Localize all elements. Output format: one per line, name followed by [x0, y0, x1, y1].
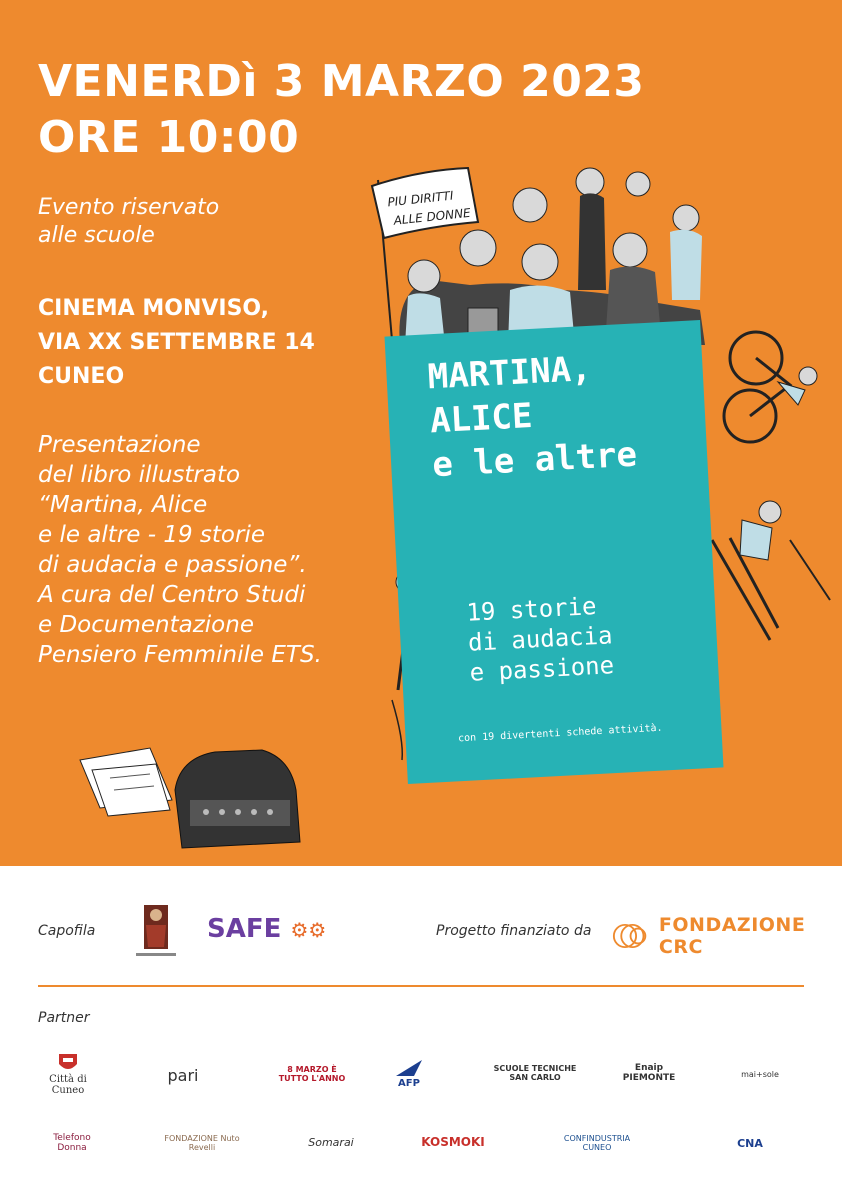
partner-name: Telefono Donna [53, 1133, 91, 1153]
pensiero-femminile-logo-icon [134, 903, 178, 961]
typewriter-icon [175, 750, 300, 848]
partner-name: CONFINDUSTRIA CUNEO [563, 1134, 631, 1152]
book-subtitle-line: e passione [468, 651, 615, 687]
book-title-line: e le altre [431, 434, 638, 486]
partner-name: 8 MARZO È TUTTO L'ANNO [278, 1065, 346, 1083]
safe-logo [207, 914, 326, 944]
partner-name: pari [167, 1065, 199, 1085]
partner-logo-telefono-donna [38, 1128, 106, 1158]
description-line: “Martina, Alice [38, 492, 208, 518]
partner-name: Somarai [308, 1135, 354, 1149]
safe-logo-text: SAFE [207, 914, 282, 944]
book-tagline: con 19 divertenti schede attività. [457, 722, 663, 745]
book-title-line: ALICE [429, 396, 534, 442]
papers-icon [80, 748, 172, 816]
date-line: VENERDì 3 MARZO 2023 [38, 56, 645, 107]
description-line: Pensiero Femminile ETS. [38, 642, 322, 668]
partner-name: KOSMOKI [421, 1135, 485, 1149]
banner-text-line2: ALLE DONNE [392, 205, 472, 228]
banner-text-line1: PIU DIRITTI [386, 188, 455, 210]
partner-logo-afp [384, 1052, 434, 1094]
description-line: e le altre - 19 storie [38, 522, 265, 548]
afp-arrow-icon [394, 1058, 424, 1078]
partner-logo-nuto-revelli [160, 1128, 244, 1158]
partner-logo-8-marzo [274, 1056, 350, 1092]
footer-divider [38, 985, 804, 987]
fondazione-crc-logo [612, 914, 842, 958]
venue-line: VIA XX SETTEMBRE 14 [38, 330, 315, 355]
time-line: ORE 10:00 [38, 112, 300, 163]
description-line: di audacia e passione”. [38, 552, 307, 578]
description-line: A cura del Centro Studi [38, 582, 306, 608]
partner-name: Città di Cuneo [49, 1074, 87, 1096]
partner-logo-san-carlo [490, 1054, 580, 1092]
partner-logo-pari [150, 1060, 216, 1090]
partner-logo-kosmoki [408, 1130, 498, 1154]
partner-name: Enaip PIEMONTE [622, 1063, 676, 1083]
description-line: e Documentazione [38, 612, 254, 638]
partner-logo-somarai [306, 1126, 356, 1158]
partner-logo-citta-di-cuneo [36, 1050, 100, 1098]
partner-name: SCUOLE TECNICHE SAN CARLO [493, 1064, 577, 1082]
book-subtitle-line: 19 storie [465, 592, 598, 627]
description-line: del libro illustrato [38, 462, 241, 488]
cuneo-crest-icon [57, 1052, 79, 1074]
partner-name: mai+sole [741, 1069, 779, 1079]
partner-name: CNA [737, 1136, 763, 1150]
capofila-label: Capofila [38, 923, 96, 939]
description-line: Presentazione [38, 432, 201, 458]
partner-logo-confindustria [552, 1128, 642, 1158]
partner-label: Partner [38, 1010, 90, 1026]
book-title [427, 345, 638, 488]
cyclist-icon [724, 332, 817, 442]
venue-line: CINEMA MONVISO, [38, 296, 269, 321]
partner-name: AFP [398, 1077, 420, 1089]
partner-logo-cna [700, 1128, 800, 1158]
book-title-line: MARTINA, [426, 348, 593, 398]
venue-line: CUNEO [38, 364, 125, 389]
partner-name: FONDAZIONE Nuto Revelli [164, 1134, 240, 1152]
note-line: Evento riservato [38, 195, 220, 220]
skier-icon [712, 501, 830, 640]
crc-name: FONDAZIONE CRC [658, 914, 806, 958]
crc-rings-icon [612, 920, 651, 952]
book-subtitle [466, 590, 615, 687]
partner-logo-mai-sole [720, 1052, 800, 1096]
funded-label: Progetto finanziato da [436, 923, 592, 939]
note-line: alle scuole [38, 223, 155, 248]
book-subtitle-line: di audacia [467, 621, 614, 657]
gear-icon: ⚙⚙ [290, 918, 327, 942]
partner-logo-enaip [624, 1054, 674, 1092]
